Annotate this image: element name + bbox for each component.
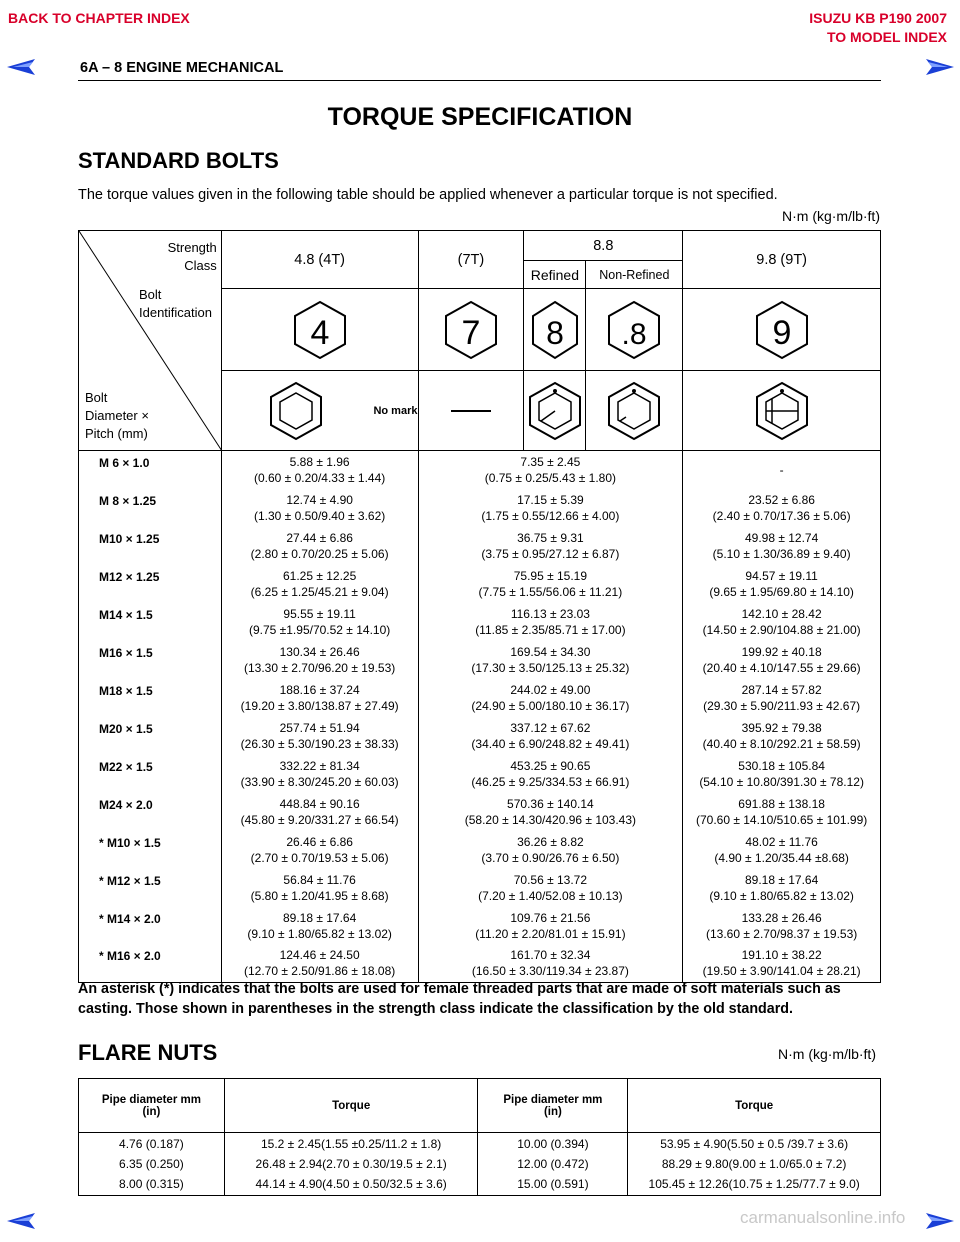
torque-row	[79, 527, 881, 565]
hex-bolt-4-icon	[292, 300, 348, 360]
no-mark-label: No mark	[373, 404, 418, 417]
flare-pipe-right-cell: 10.00 (0.394) 12.00 (0.472) 15.00 (0.591)	[478, 1133, 628, 1196]
torque-9t-cell: 287.14 ± 57.82 (29.30 ± 5.90/211.93 ± 42.67)	[683, 679, 881, 717]
bolt-size-cell: M24 × 2.0	[79, 793, 222, 831]
torque-row	[79, 565, 881, 603]
torque-4t-cell: 26.46 ± 6.86 (2.70 ± 0.70/19.53 ± 5.06)	[221, 831, 418, 869]
flare-torque-header-left: Torque	[224, 1079, 478, 1133]
bolt-size-cell: M10 × 1.25	[79, 527, 222, 565]
head-mark-4t	[221, 289, 418, 371]
page-title: TORQUE SPECIFICATION	[327, 103, 633, 131]
torque-row	[79, 793, 881, 831]
torque-4t-cell: 188.16 ± 37.24 (19.20 ± 3.80/138.87 ± 27.49)	[221, 679, 418, 717]
bolt-size-cell: M14 × 1.5	[79, 603, 222, 641]
svg-text:9: 9	[772, 313, 792, 352]
standard-bolts-table	[78, 230, 881, 983]
torque-row	[79, 451, 881, 489]
torque-9t-cell: 142.10 ± 28.42 (14.50 ± 2.90/104.88 ± 21.00)	[683, 603, 881, 641]
torque-9t-cell: -	[683, 451, 881, 489]
torque-9t-cell: 530.18 ± 105.84 (54.10 ± 10.80/391.30 ± 78.12)	[683, 755, 881, 793]
diag-class-label: Class	[184, 258, 217, 273]
col-4t-header: 4.8 (4T)	[221, 231, 418, 289]
alt-mark-88-refined	[524, 371, 586, 451]
torque-9t-cell: 49.98 ± 12.74 (5.10 ± 1.30/36.89 ± 9.40)	[683, 527, 881, 565]
hex-bolt-plain-icon	[268, 381, 324, 441]
intro-text: The torque values given in the following table should be applied whenever a particular torque is not specified.	[78, 187, 778, 203]
hex-bolt-radial-mark-icon	[527, 381, 583, 441]
torque-88-cell: 244.02 ± 49.00 (24.90 ± 5.00/180.10 ± 36.17)	[418, 679, 683, 717]
torque-9t-cell: 89.18 ± 17.64 (9.10 ± 1.80/65.82 ± 13.02)	[683, 869, 881, 907]
torque-9t-cell: 199.92 ± 40.18 (20.40 ± 4.10/147.55 ± 29.66)	[683, 641, 881, 679]
torque-9t-cell: 23.52 ± 6.86 (2.40 ± 0.70/17.36 ± 5.06)	[683, 489, 881, 527]
torque-row	[79, 869, 881, 907]
svg-text:4: 4	[310, 313, 330, 352]
hex-bolt-short-mark-icon	[606, 381, 662, 441]
flare-torque-left-cell: 15.2 ± 2.45(1.55 ±0.25/11.2 ± 1.8) 26.48 ± 2.94(2.70 ± 0.30/19.5 ± 2.1) 44.14 ± 4.90(4.50 ± 0.50/32.5 ± 3.6)	[224, 1133, 478, 1196]
hex-bolt-cross-mark-icon	[754, 381, 810, 441]
torque-9t-cell: 48.02 ± 11.76 (4.90 ± 1.20/35.44 ±8.68)	[683, 831, 881, 869]
alt-mark-4t	[221, 371, 418, 451]
bolt-size-cell: M 8 × 1.25	[79, 489, 222, 527]
torque-88-cell: 116.13 ± 23.03 (11.85 ± 2.35/85.71 ± 17.00)	[418, 603, 683, 641]
diag-strength-label: Strength	[167, 240, 217, 255]
bolt-size-cell: * M12 × 1.5	[79, 869, 222, 907]
flare-torque-right-cell: 53.95 ± 4.90(5.50 ± 0.5 /39.7 ± 3.6) 88.29 ± 9.80(9.00 ± 1.0/65.0 ± 7.2) 105.45 ± 12.26(10.75 ± 1.25/77.7 ± 9.0)	[628, 1133, 881, 1196]
diag-bolt-label: Bolt	[139, 287, 162, 302]
torque-88-cell: 453.25 ± 90.65 (46.25 ± 9.25/334.53 ± 66.91)	[418, 755, 683, 793]
torque-4t-cell: 61.25 ± 12.25 (6.25 ± 1.25/45.21 ± 9.04)	[221, 565, 418, 603]
previous-page-arrow-icon[interactable]	[5, 57, 39, 77]
svg-text:7: 7	[461, 313, 481, 352]
torque-row	[79, 679, 881, 717]
torque-row	[79, 603, 881, 641]
watermark: carmanualsonline.info	[740, 1208, 906, 1227]
torque-88-cell: 337.12 ± 67.62 (34.40 ± 6.90/248.82 ± 49.41)	[418, 717, 683, 755]
torque-9t-cell: 133.28 ± 26.46 (13.60 ± 2.70/98.37 ± 19.53)	[683, 907, 881, 945]
asterisk-note: An asterisk (*) indicates that the bolts are used for female threaded parts that are made of soft materials such as casting. Those shown in parentheses in the strength class indicate the classification by the old standard.	[78, 981, 841, 1017]
torque-4t-cell: 5.88 ± 1.96 (0.60 ± 0.20/4.33 ± 1.44)	[221, 451, 418, 489]
torque-4t-cell: 448.84 ± 90.16 (45.80 ± 9.20/331.27 ± 66.54)	[221, 793, 418, 831]
torque-row	[79, 831, 881, 869]
torque-88-cell: 17.15 ± 5.39 (1.75 ± 0.55/12.66 ± 4.00)	[418, 489, 683, 527]
torque-4t-cell: 124.46 ± 24.50 (12.70 ± 2.50/91.86 ± 18.08)	[221, 945, 418, 983]
torque-row	[79, 641, 881, 679]
flare-pipe-header-right: Pipe diameter mm (in)	[478, 1079, 628, 1133]
model-title: ISUZU KB P190 2007	[809, 10, 947, 26]
torque-88-cell: 570.36 ± 140.14 (58.20 ± 14.30/420.96 ± 103.43)	[418, 793, 683, 831]
hex-bolt-8-icon	[530, 300, 580, 360]
torque-88-cell: 169.54 ± 34.30 (17.30 ± 3.50/125.13 ± 25.32)	[418, 641, 683, 679]
torque-row	[79, 907, 881, 945]
bolt-size-cell: M18 × 1.5	[79, 679, 222, 717]
alt-mark-88-nonrefined	[586, 371, 683, 451]
torque-9t-cell: 395.92 ± 79.38 (40.40 ± 8.10/292.21 ± 58.59)	[683, 717, 881, 755]
col-nonrefined-header: Non-Refined	[586, 261, 683, 289]
bolt-size-cell: M 6 × 1.0	[79, 451, 222, 489]
col-7t-header: (7T)	[418, 231, 524, 289]
dash-mark-icon	[441, 406, 501, 416]
flare-pipe-header-left: Pipe diameter mm (in)	[79, 1079, 225, 1133]
bolt-size-cell: M20 × 1.5	[79, 717, 222, 755]
section-header: 6A – 8 ENGINE MECHANICAL	[80, 60, 284, 76]
hex-bolt-9-icon	[754, 300, 810, 360]
previous-page-bottom-arrow-icon[interactable]	[5, 1211, 39, 1231]
diag-identification-label: Identification	[139, 305, 212, 320]
torque-88-cell: 70.56 ± 13.72 (7.20 ± 1.40/52.08 ± 10.13)	[418, 869, 683, 907]
next-page-bottom-arrow-icon[interactable]	[922, 1211, 956, 1231]
hex-bolt-dot8-icon	[606, 300, 662, 360]
head-mark-7t	[418, 289, 524, 371]
bolt-size-cell: M16 × 1.5	[79, 641, 222, 679]
flare-torque-header-right: Torque	[628, 1079, 881, 1133]
col-refined-header: Refined	[524, 261, 586, 289]
diag-diameter-label: Diameter ×	[85, 408, 149, 423]
torque-9t-cell: 191.10 ± 38.22 (19.50 ± 3.90/141.04 ± 28.21)	[683, 945, 881, 983]
torque-row	[79, 489, 881, 527]
torque-9t-cell: 94.57 ± 19.11 (9.65 ± 1.95/69.80 ± 14.10)	[683, 565, 881, 603]
col-88-header: 8.8	[524, 231, 683, 261]
diagonal-header-cell	[79, 231, 222, 451]
torque-88-cell: 161.70 ± 32.34 (16.50 ± 3.30/119.34 ± 23.87)	[418, 945, 683, 983]
torque-88-cell: 75.95 ± 15.19 (7.75 ± 1.55/56.06 ± 11.21)	[418, 565, 683, 603]
next-page-arrow-icon[interactable]	[922, 57, 956, 77]
back-to-chapter-index-link[interactable]: BACK TO CHAPTER INDEX	[8, 10, 190, 26]
torque-9t-cell: 691.88 ± 138.18 (70.60 ± 14.10/510.65 ± 101.99)	[683, 793, 881, 831]
flare-nuts-heading: FLARE NUTS	[78, 1040, 218, 1065]
bolt-size-cell: * M16 × 2.0	[79, 945, 222, 983]
bolt-size-cell: M22 × 1.5	[79, 755, 222, 793]
torque-row	[79, 945, 881, 983]
bolt-size-cell: M12 × 1.25	[79, 565, 222, 603]
torque-4t-cell: 257.74 ± 51.94 (26.30 ± 5.30/190.23 ± 38.33)	[221, 717, 418, 755]
flare-nuts-table	[78, 1078, 881, 1196]
bolts-unit-label: N·m (kg·m/lb·ft)	[782, 208, 880, 224]
head-mark-88-refined	[524, 289, 586, 371]
head-mark-9t	[683, 289, 881, 371]
col-9t-header: 9.8 (9T)	[683, 231, 881, 289]
torque-4t-cell: 56.84 ± 11.76 (5.80 ± 1.20/41.95 ± 8.68)	[221, 869, 418, 907]
bolt-size-cell: * M10 × 1.5	[79, 831, 222, 869]
diag-pitch-label: Pitch (mm)	[85, 426, 148, 441]
alt-mark-9t	[683, 371, 881, 451]
torque-4t-cell: 332.22 ± 81.34 (33.90 ± 8.30/245.20 ± 60.03)	[221, 755, 418, 793]
torque-88-cell: 109.76 ± 21.56 (11.20 ± 2.20/81.01 ± 15.91)	[418, 907, 683, 945]
header-rule	[78, 80, 881, 81]
torque-4t-cell: 12.74 ± 4.90 (1.30 ± 0.50/9.40 ± 3.62)	[221, 489, 418, 527]
hex-bolt-7-icon	[443, 300, 499, 360]
standard-bolts-heading: STANDARD BOLTS	[78, 148, 279, 173]
torque-row	[79, 717, 881, 755]
torque-88-cell: 7.35 ± 2.45 (0.75 ± 0.25/5.43 ± 1.80)	[418, 451, 683, 489]
torque-4t-cell: 89.18 ± 17.64 (9.10 ± 1.80/65.82 ± 13.02)	[221, 907, 418, 945]
to-model-index-link[interactable]: TO MODEL INDEX	[826, 29, 947, 45]
torque-4t-cell: 27.44 ± 6.86 (2.80 ± 0.70/20.25 ± 5.06)	[221, 527, 418, 565]
torque-row	[79, 755, 881, 793]
head-mark-88-nonrefined	[586, 289, 683, 371]
alt-mark-7t	[418, 371, 524, 451]
torque-88-cell: 36.75 ± 9.31 (3.75 ± 0.95/27.12 ± 6.87)	[418, 527, 683, 565]
flare-unit-label: N·m (kg·m/lb·ft)	[778, 1046, 876, 1062]
diag-bolt2-label: Bolt	[85, 390, 108, 405]
svg-text:8: 8	[545, 314, 564, 351]
svg-text:.8: .8	[621, 317, 647, 351]
torque-4t-cell: 95.55 ± 19.11 (9.75 ±1.95/70.52 ± 14.10)	[221, 603, 418, 641]
torque-88-cell: 36.26 ± 8.82 (3.70 ± 0.90/26.76 ± 6.50)	[418, 831, 683, 869]
flare-pipe-left-cell: 4.76 (0.187) 6.35 (0.250) 8.00 (0.315)	[79, 1133, 225, 1196]
bolt-size-cell: * M14 × 2.0	[79, 907, 222, 945]
torque-4t-cell: 130.34 ± 26.46 (13.30 ± 2.70/96.20 ± 19.53)	[221, 641, 418, 679]
